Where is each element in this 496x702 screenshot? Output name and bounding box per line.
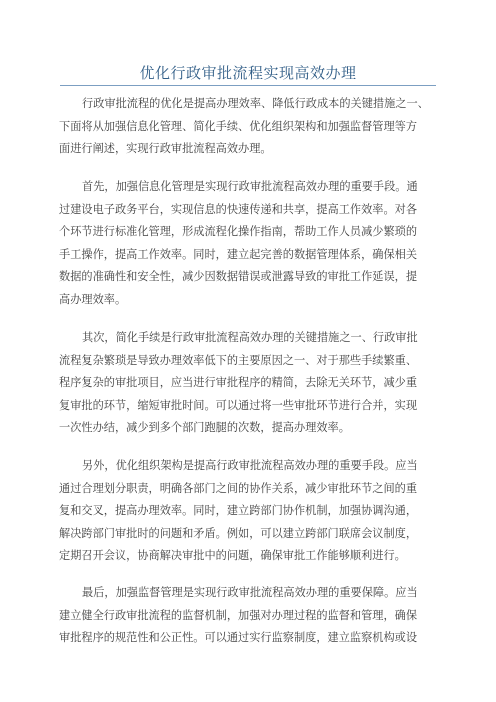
document-title: 优化行政审批流程实现高效办理 xyxy=(139,64,357,82)
paragraph-line: 另外，优化组织架构是提高行政审批流程高效办理的重要手段。应当 xyxy=(82,459,418,472)
paragraph-line: 高办理效率。 xyxy=(59,292,127,306)
paragraph-line: 一次性办结，减少到多个部门跑腿的次数，提高办理效率。 xyxy=(59,421,350,434)
paragraph-line: 最后，加强监督管理是实现行政审批流程高效办理的重要保障。应当 xyxy=(82,586,418,599)
paragraph-line: 其次，简化手续是行政审批流程高效办理的关键措施之一、行政审批 xyxy=(82,331,418,344)
paragraph-line: 复审批的环节，缩短审批时间。可以通过将一些审批环节进行合并，实现 xyxy=(59,398,418,412)
paragraph-line: 下面将从加强信息化管理、简化手续、优化组织架构和加强监督管理等方 xyxy=(59,119,418,133)
paragraph-line: 手工操作，提高工作效率。同时，建立起完善的数据管理体系，确保相关 xyxy=(59,247,418,261)
title-underline xyxy=(60,85,436,86)
paragraph-3 xyxy=(59,327,445,440)
paragraph-1 xyxy=(59,93,445,161)
paragraph-line: 复和交叉，提高办理效率。同时，建立跨部门协作机制，加强协调沟通， xyxy=(59,504,418,517)
paragraph-line: 首先，加强信息化管理是实现行政审批流程高效办理的重要手段。通 xyxy=(82,180,418,193)
paragraph-line: 数据的准确性和安全性，减少因数据错误或泄露导致的审批工作延误，提 xyxy=(59,270,418,283)
paragraph-line: 审批程序的规范性和公正性。可以通过实行监察制度，建立监察机构或设 xyxy=(59,631,418,644)
paragraph-line: 建立健全行政审批流程的监督机制，加强对办理过程的监督和管理，确保 xyxy=(59,608,418,622)
paragraph-5 xyxy=(59,582,445,650)
paragraph-line: 面进行阐述，实现行政审批流程高效办理。 xyxy=(59,142,272,155)
paragraph-line: 过建设电子政务平台，实现信息的快速传递和共享，提高工作效率。对各 xyxy=(59,202,418,216)
paragraph-line: 程序复杂的审批项目，应当进行审批程序的精简，去除无关环节，减少重 xyxy=(59,376,418,389)
paragraph-line: 定期召开会议，协商解决审批中的问题，确保审批工作能够顺利进行。 xyxy=(59,549,406,562)
paragraph-2 xyxy=(59,176,445,311)
paragraph-line: 行政审批流程的优化是提高办理效率、降低行政成本的关键措施之一、 xyxy=(82,97,429,110)
paragraph-line: 个环节进行标准化管理，形成流程化操作指南，帮助工作人员减少繁琐的 xyxy=(59,225,418,238)
paragraph-line: 流程复杂繁琐是导致办理效率低下的主要原因之一、对于那些手续繁重、 xyxy=(59,353,418,367)
paragraph-line: 解决跨部门审批时的问题和矛盾。例如，可以建立跨部门联席会议制度， xyxy=(59,526,418,540)
paragraph-line: 通过合理划分职责，明确各部门之间的协作关系，减少审批环节之间的重 xyxy=(59,481,418,495)
paragraph-4 xyxy=(59,455,445,568)
